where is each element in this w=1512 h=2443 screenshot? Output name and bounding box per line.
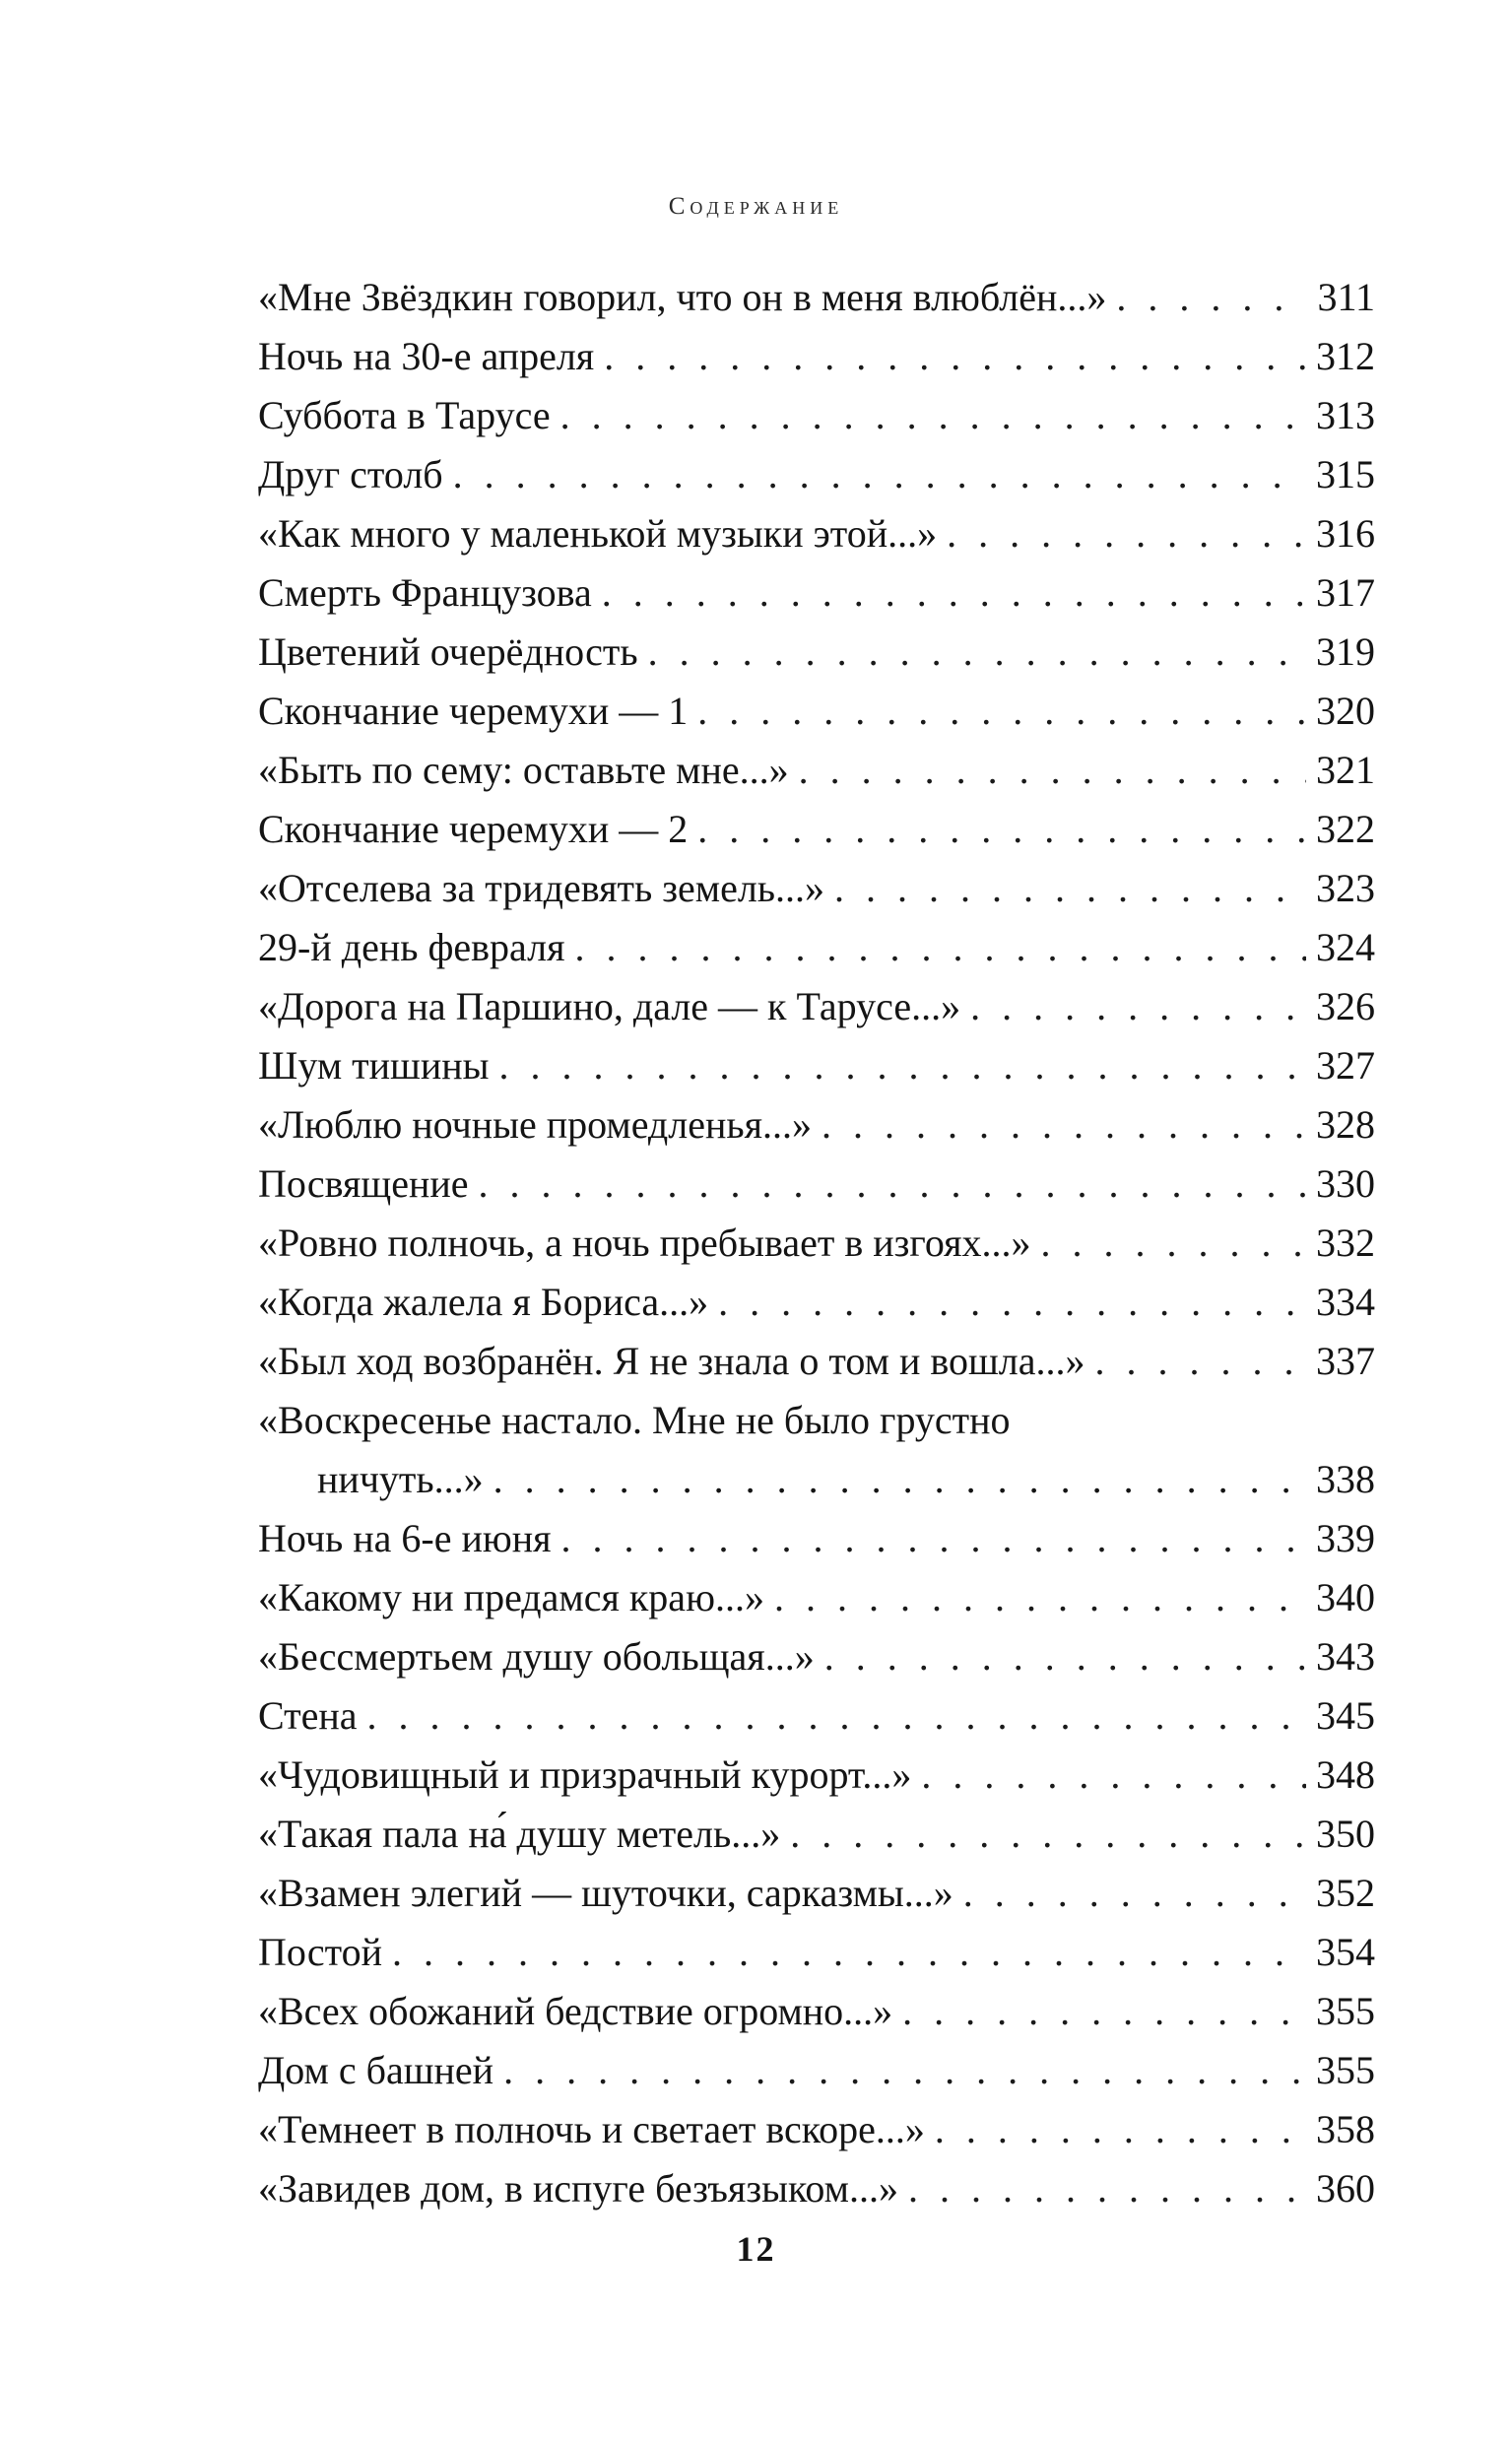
toc-entry-page: 326 (1316, 984, 1375, 1028)
toc-entry (258, 2041, 1375, 2100)
toc-entry-page: 355 (1316, 1989, 1375, 2033)
dot-leader (774, 1568, 1306, 1627)
toc-entry-title: «Люблю ночные промедленья...» (258, 1102, 813, 1147)
dot-leader (392, 1923, 1306, 1982)
toc-entry-page: 311 (1317, 275, 1375, 319)
toc-entry-title: «Завидев дом, в испуге безъязыком...» (258, 2166, 898, 2211)
toc-entry-page: 348 (1316, 1752, 1375, 1797)
toc-entry-title: 29-й день февраля (258, 925, 565, 969)
toc-entry-page: 317 (1316, 570, 1375, 615)
toc-entry-title: «Как много у маленькой музыки этой...» (258, 511, 938, 556)
toc-entry-title: Друг столб (258, 452, 443, 496)
dot-leader (604, 327, 1306, 386)
dot-leader (902, 1982, 1306, 2041)
toc-entry-title: «Такая пала на́ душу метель...» (258, 1812, 781, 1856)
toc-entry (258, 1273, 1375, 1332)
toc-entry-title: Стена (258, 1693, 358, 1738)
dot-leader (367, 1686, 1306, 1746)
toc-entry-page: 332 (1316, 1221, 1375, 1265)
dot-leader (493, 1450, 1306, 1509)
dot-leader (834, 859, 1306, 918)
toc-entry (258, 1568, 1375, 1627)
toc-entry (258, 918, 1375, 977)
toc-entry-title: Цветений очерёдность (258, 629, 638, 674)
toc-entry (258, 623, 1375, 682)
toc-entry-page: 354 (1316, 1930, 1375, 1974)
toc-entry-page: 337 (1316, 1339, 1375, 1383)
dot-leader (921, 1746, 1306, 1805)
dot-leader (935, 2100, 1306, 2159)
dot-leader (824, 1627, 1306, 1686)
toc-entry-title: Посвящение (258, 1161, 469, 1206)
dot-leader (947, 504, 1306, 563)
toc-entry-title: Дом с башней (258, 2048, 494, 2092)
toc-entry-page: 339 (1316, 1516, 1375, 1560)
toc-entry-title: «Взамен элегий — шуточки, сарказмы...» (258, 1871, 953, 1915)
toc-entry-page: 313 (1316, 393, 1375, 437)
dot-leader (799, 741, 1306, 800)
toc-entry (258, 1923, 1375, 1982)
toc-entry-page: 328 (1316, 1102, 1375, 1147)
toc-entry (258, 386, 1375, 445)
toc-entry-page: 340 (1316, 1575, 1375, 1619)
toc-entry (258, 1391, 1375, 1509)
toc-entry (258, 1155, 1375, 1214)
toc-entry-title: «Чудовищный и призрачный курорт...» (258, 1752, 912, 1797)
toc-entry (258, 1746, 1375, 1805)
dot-leader (561, 1509, 1306, 1568)
toc-entry-title: Ночь на 6-е июня (258, 1516, 552, 1560)
toc-entry (258, 1214, 1375, 1273)
toc-entry (258, 1686, 1375, 1746)
dot-leader (718, 1273, 1306, 1332)
toc-entry (258, 741, 1375, 800)
toc-entry-page: 315 (1316, 452, 1375, 496)
toc-entry (258, 1095, 1375, 1155)
toc-entry (258, 1805, 1375, 1864)
toc-entry-page: 321 (1316, 748, 1375, 792)
dot-leader (648, 623, 1306, 682)
toc-entry-page: 323 (1316, 866, 1375, 910)
toc-entry-page: 330 (1316, 1161, 1375, 1206)
toc-entry-title: «Какому ни предамся краю...» (258, 1575, 764, 1619)
toc-entry-title: Постой (258, 1930, 382, 1974)
toc-entry-page: 334 (1316, 1280, 1375, 1324)
toc-entry-page: 350 (1316, 1812, 1375, 1856)
toc-entry-title: «Темнеет в полночь и светает вскоре...» (258, 2107, 925, 2151)
toc-entry-page: 324 (1316, 925, 1375, 969)
toc-entry-page: 343 (1316, 1634, 1375, 1679)
toc-entry-title: «Отселева за тридевять земель...» (258, 866, 825, 910)
toc-entry-page: 355 (1316, 2048, 1375, 2092)
toc-entry-title: «Ровно полночь, а ночь пребывает в изгоях...» (258, 1221, 1031, 1265)
dot-leader (1040, 1214, 1306, 1273)
dot-leader (697, 800, 1306, 859)
table-of-contents (258, 268, 1375, 2218)
toc-entry (258, 504, 1375, 563)
toc-entry (258, 445, 1375, 504)
toc-entry-title: Скончание черемухи — 2 (258, 807, 689, 851)
toc-entry (258, 2100, 1375, 2159)
toc-entry-title: Суббота в Тарусе (258, 393, 551, 437)
dot-leader (453, 445, 1306, 504)
toc-entry-page: 320 (1316, 689, 1375, 733)
running-head: Содержание (668, 193, 844, 220)
toc-entry-page: 360 (1316, 2166, 1375, 2211)
toc-entry (258, 1982, 1375, 2041)
toc-entry-page: 319 (1316, 629, 1375, 674)
dot-leader (602, 563, 1306, 623)
dot-leader (697, 682, 1306, 741)
toc-entry-title: Скончание черемухи — 1 (258, 689, 689, 733)
toc-entry (258, 1332, 1375, 1391)
dot-leader (970, 977, 1306, 1036)
toc-entry-title: «Дорога на Паршино, дале — к Тарусе...» (258, 984, 961, 1028)
page-number: 12 (736, 2229, 776, 2269)
toc-entry-continuation (258, 1450, 1375, 1509)
toc-entry-page: 327 (1316, 1043, 1375, 1088)
toc-entry-page: 345 (1316, 1693, 1375, 1738)
toc-entry (258, 268, 1375, 327)
toc-entry-page: 352 (1316, 1871, 1375, 1915)
toc-entry-title: «Мне Звёздкин говорил, что он в меня влюблён...» (258, 275, 1107, 319)
toc-entry (258, 1036, 1375, 1095)
toc-entry-title: «Когда жалела я Бориса...» (258, 1280, 709, 1324)
toc-entry (258, 563, 1375, 623)
toc-entry-title: Ночь на 30-е апреля (258, 334, 595, 378)
dot-leader (479, 1155, 1306, 1214)
toc-entry-title: «Воскресенье настало. Мне не было грустно (258, 1398, 1011, 1442)
toc-entry (258, 327, 1375, 386)
toc-entry (258, 1627, 1375, 1686)
toc-entry (258, 682, 1375, 741)
dot-leader (908, 2159, 1306, 2218)
toc-entry-title: Смерть Французова (258, 570, 592, 615)
dot-leader (822, 1095, 1306, 1155)
dot-leader (790, 1805, 1306, 1864)
toc-entry-page: 316 (1316, 511, 1375, 556)
toc-entry (258, 1864, 1375, 1923)
toc-entry-title: «Быть по сему: оставьте мне...» (258, 748, 789, 792)
toc-entry (258, 2159, 1375, 2218)
toc-entry-page: 322 (1316, 807, 1375, 851)
toc-entry (258, 800, 1375, 859)
toc-entry-title: Шум тишины (258, 1043, 490, 1088)
toc-entry-page: 312 (1316, 334, 1375, 378)
toc-entry-title: «Бессмертьем душу обольщая...» (258, 1634, 815, 1679)
toc-entry-page: 358 (1316, 2107, 1375, 2151)
dot-leader (963, 1864, 1306, 1923)
dot-leader (575, 918, 1306, 977)
toc-entry (258, 1509, 1375, 1568)
dot-leader (1094, 1332, 1306, 1391)
toc-entry (258, 977, 1375, 1036)
toc-entry-title: «Всех обожаний бедствие огромно...» (258, 1989, 893, 2033)
toc-entry-title: «Был ход возбранён. Я не знала о том и вошла...» (258, 1339, 1085, 1383)
toc-entry-page: 338 (1316, 1457, 1375, 1501)
toc-entry-title-continued: ничуть...» (317, 1457, 484, 1501)
dot-leader (560, 386, 1306, 445)
dot-leader (499, 1036, 1306, 1095)
toc-entry (258, 859, 1375, 918)
dot-leader (503, 2041, 1306, 2100)
dot-leader (1116, 268, 1306, 327)
